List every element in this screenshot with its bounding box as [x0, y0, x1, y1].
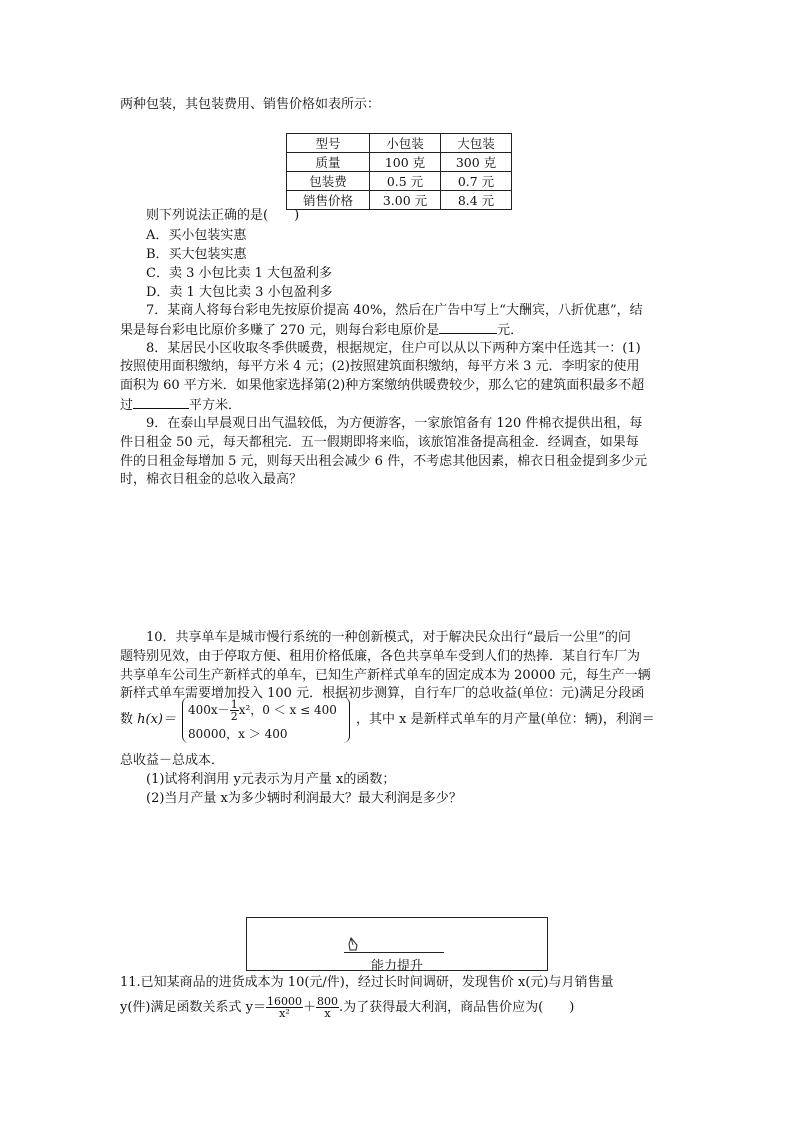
- table-cell: 0.7 元: [441, 172, 512, 191]
- q11-tail: .为了获得最大利润，商品售价应为( ): [338, 1000, 575, 1015]
- function-label: [120, 711, 176, 729]
- q9-line2: 件日租金 50 元，每天都租完．五一假期即将来临，该旅馆准备提高租金．经调查，如果每: [120, 435, 639, 450]
- table-cell: 100 克: [370, 153, 441, 172]
- q8-line4: [120, 396, 241, 415]
- q8-line2: 按照使用面积缴纳，每平方米 4 元；(2)按照建筑面积缴纳，每平方米 3 元．李明家的使用: [120, 359, 640, 374]
- q10-func-suffix: ，其中 x 是新样式单车的月产量(单位：辆)，利润＝: [356, 712, 655, 727]
- case-1-condition: x²，0 ＜ x ≤ 400: [238, 703, 337, 717]
- q7-line2: [120, 321, 523, 340]
- intro-text: 两种包装，其包装费用、销售价格如表所示：: [120, 97, 381, 112]
- table-cell: 3.00 元: [370, 191, 441, 210]
- table-cell: 300 克: [441, 153, 512, 172]
- table-row: [287, 153, 512, 172]
- section-title: 能力提升: [370, 959, 423, 974]
- q6-option-a: A．买小包装实惠: [146, 228, 247, 243]
- q7-text: 果是每台彩电比原价多赚了 270 元，则每台彩电原价是: [120, 323, 440, 338]
- table-header-cell: 大包装: [441, 134, 512, 153]
- table-cell: 0.5 元: [370, 172, 441, 191]
- q10-sub2: (2)当月产量 x为多少辆时利润最大？最大利润是多少？: [146, 791, 462, 806]
- q10-line4: 新样式单车需要增加投入 100 元．根据初步测算，自行车厂的总收益(单位：元)满足分段函: [120, 686, 645, 701]
- table-header-row: [287, 134, 512, 153]
- section-rule: [344, 952, 444, 953]
- q11-text: y(件)满足函数关系式 y＝: [120, 1000, 266, 1015]
- answer-blank: [439, 321, 497, 334]
- fraction-denominator: x²: [279, 1007, 290, 1020]
- q6-option-d: D．卖 1 大包比卖 3 小包盈利多: [146, 285, 333, 300]
- fraction-numerator: 1: [230, 698, 238, 711]
- pen-icon: [348, 936, 362, 952]
- q11-line1: 11.已知某商品的进货成本为 10(元/件)，经过长时间调研，发现售价 x(元)与月销售量: [120, 975, 614, 990]
- q9-line3: 件的日租金每增加 5 元，则每天出租会减少 6 件，不考虑其他因素，棉衣日租金提到多少元: [120, 454, 648, 469]
- q8-unit: 平方米．: [189, 398, 242, 413]
- q11-line2: [120, 994, 574, 1022]
- q9-line1: 9．在泰山早晨观日出气温较低，为方便游客，一家旅馆备有 120 件棉衣提供出租，每: [146, 416, 643, 431]
- table-row: [287, 172, 512, 191]
- case-1: [188, 699, 337, 722]
- case-1-text: 400x－: [188, 703, 230, 717]
- q7-line1: 7．某商人将每台彩电先按原价提高 40%，然后在广告中写上“大酬宾，八折优惠”，结: [146, 303, 643, 318]
- fraction-denominator: 2: [230, 710, 238, 723]
- q8-line1: 8．某居民小区收取冬季供暖费，根据规定，住户可以从以下两种方案中任选其一：(1): [146, 341, 641, 356]
- table-cell: 8.4 元: [441, 191, 512, 210]
- package-table: [286, 133, 512, 210]
- q9-line4: 时，棉衣日租金的总收入最高？: [120, 472, 303, 487]
- q10-line1: 10．共享单车是城市慢行系统的一种创新模式，对于解决民众出行“最后一公里”的问: [146, 630, 631, 645]
- function-prefix: 数: [120, 712, 134, 727]
- q10-line3: 共享单车公司生产新样式的单车，已知生产新样式单车的固定成本为 20000 元，每生产一辆: [120, 668, 651, 683]
- fraction-numerator: 800: [316, 995, 338, 1008]
- fraction: [230, 699, 239, 722]
- q10-line2: 题特别见效，由于停取方便、租用价格低廉，各色共享单车受到人们的热捧．某自行车厂为: [120, 649, 641, 664]
- table-cell: 包装费: [287, 172, 370, 191]
- fraction: [266, 996, 303, 1019]
- q10-line6: 总收益－总成本．: [120, 753, 225, 768]
- q6-option-b: B．买大包装实惠: [146, 247, 247, 262]
- fraction-numerator: 16000: [266, 995, 302, 1008]
- q8-text: 过: [120, 398, 134, 413]
- answer-blank: [133, 396, 189, 409]
- q10-sub1: (1)试将利润用 y元表示为月产量 x的函数；: [146, 772, 396, 787]
- q7-unit: 元．: [497, 323, 524, 338]
- section-banner: [246, 917, 548, 974]
- plus-sign: ＋: [302, 1000, 316, 1015]
- table-header-cell: 小包装: [370, 134, 441, 153]
- right-brace: [343, 697, 350, 743]
- case-2: 80000，x ＞ 400: [188, 727, 288, 741]
- q6-stem: 则下列说法正确的是( ): [146, 208, 300, 223]
- piecewise-function: [120, 697, 360, 745]
- table-cell: 销售价格: [287, 191, 370, 210]
- table-row: [287, 191, 512, 210]
- fraction: [316, 996, 339, 1019]
- q8-line3: 面积为 60 平方米．如果他家选择第(2)种方案缴纳供暖费较少，那么它的建筑面积最多不超: [120, 378, 645, 393]
- table-cell: 质量: [287, 153, 370, 172]
- q6-option-c: C．卖 3 小包比卖 1 大包盈利多: [146, 266, 333, 281]
- fraction-denominator: x: [324, 1007, 331, 1020]
- table-header-cell: 型号: [287, 134, 370, 153]
- function-name: h(x)＝: [137, 712, 177, 727]
